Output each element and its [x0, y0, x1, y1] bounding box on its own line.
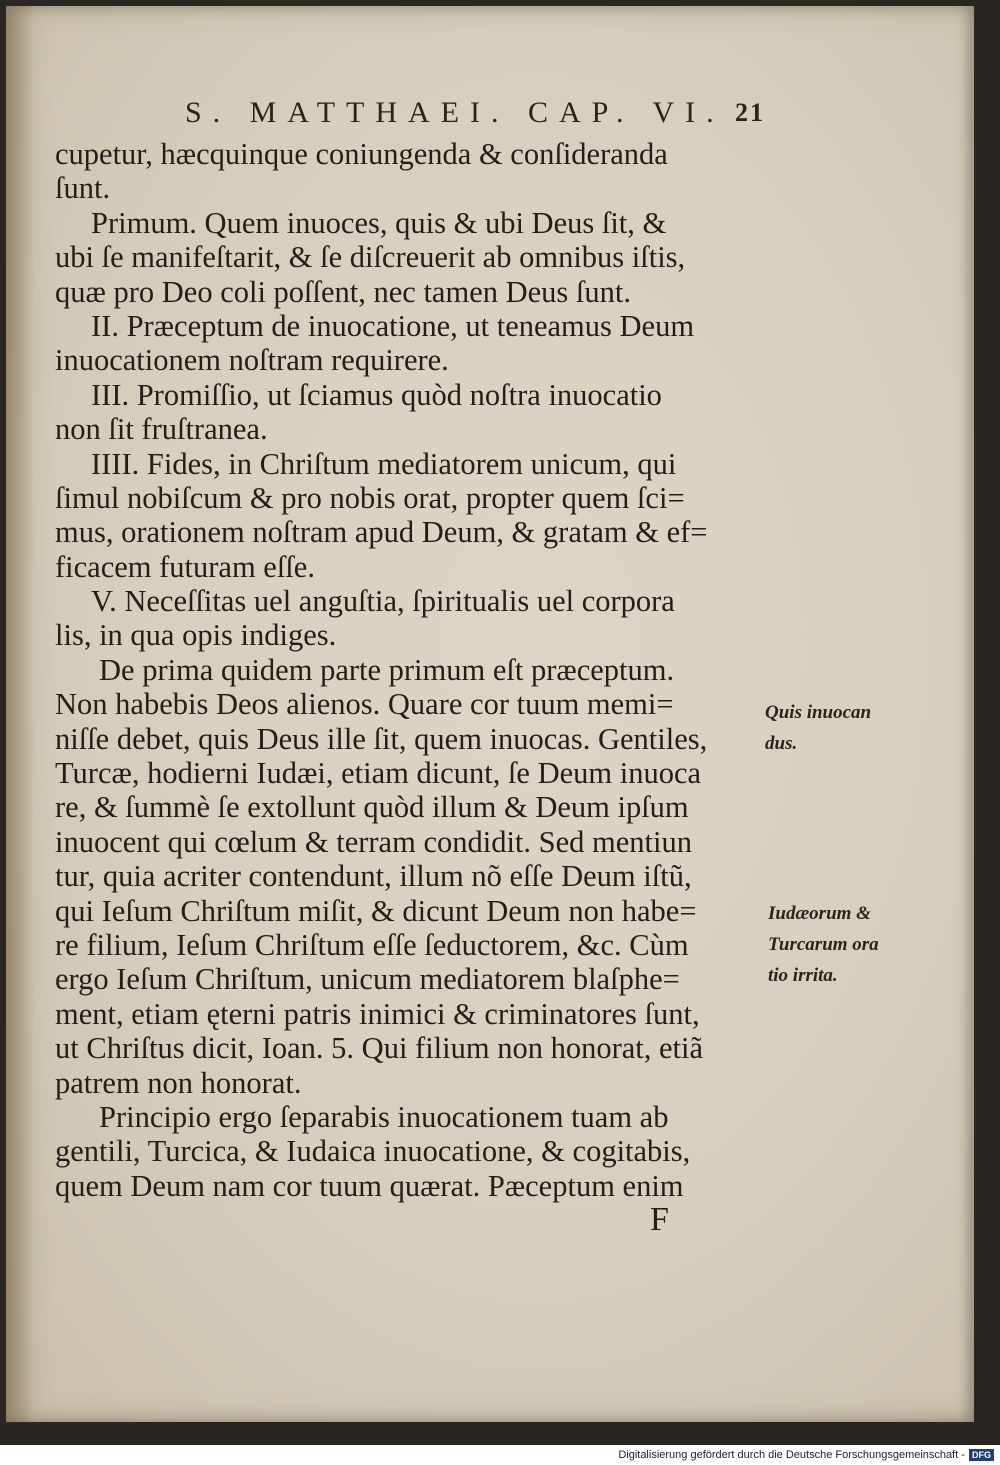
marginal-note-line: tio irrita. — [768, 965, 838, 986]
text-line: ſimul nobiſcum & pro nobis orat, propter quem ſci= — [55, 480, 685, 515]
text-line: quem Deum nam cor tuum quærat. Pæceptum enim — [55, 1168, 684, 1203]
signature-mark-line — [55, 1203, 760, 1237]
text-line: mus, orationem noſtram apud Deum, & gratam & ef= — [55, 515, 708, 550]
text-line: ut Chriſtus dicit, Ioan. 5. Qui filium non honorat, etiã — [55, 1031, 704, 1066]
marginal-note-1 — [765, 697, 871, 759]
text-line: ſunt. — [55, 171, 111, 206]
text-line: gentili, Turcica, & Iudaica inuocatione, & cogitabis, — [55, 1134, 691, 1169]
text-line: tur, quia acriter contendunt, illum nõ eſſe Deum iſtũ, — [55, 859, 692, 894]
text-line: Principio ergo ſeparabis inuocationem tuam ab — [99, 1099, 669, 1134]
text-line: ment, etiam ęterni patris inimici & criminatores ſunt, — [55, 996, 700, 1031]
marginal-note-line: Iudæorum & — [768, 903, 871, 924]
text-line: ficacem futuram eſſe. — [55, 549, 315, 584]
text-line: V. Neceſſitas uel anguſtia, ſpiritualis uel corpora — [91, 584, 675, 619]
signature-mark: F — [650, 1201, 669, 1239]
marginal-note-line: Turcarum ora — [768, 934, 879, 955]
text-line: inuocationem noſtram requirere. — [55, 343, 449, 378]
text-line: Turcæ, hodierni Iudæi, etiam dicunt, ſe Deum inuoca — [55, 756, 702, 791]
main-text-block — [55, 137, 760, 1238]
text-line: re, & ſummè ſe extollunt quòd illum & Deum ipſum — [55, 790, 689, 825]
text-line: inuocent qui cœlum & terram condidit. Sed mentiun — [55, 824, 692, 859]
text-line: III. Promiſſio, ut ſciamus quòd noſtra inuocatio — [91, 377, 662, 412]
text-line: lis, in qua opis indiges. — [55, 618, 337, 653]
text-line: II. Præceptum de inuocatione, ut teneamus Deum — [91, 308, 695, 343]
text-line: IIII. Fides, in Chriſtum mediatorem unicum, qui — [91, 446, 677, 481]
dfg-logo-icon[interactable]: DFG — [969, 1449, 994, 1461]
running-title: S. MATTHAEI. CAP. VI. — [185, 96, 725, 129]
text-line: ubi ſe manifeſtarit, & ſe diſcreuerit ab omnibus iſtis, — [55, 240, 686, 275]
text-line: Non habebis Deos alienos. Quare cor tuum memi= — [55, 687, 674, 722]
text-line: patrem non honorat. — [55, 1065, 302, 1100]
text-line: ergo Ieſum Chriſtum, unicum mediatorem blaſphe= — [55, 962, 680, 997]
footer-credit-text: Digitalisierung gefördert durch die Deutsche Forschungsgemeinschaft - — [618, 1449, 965, 1461]
text-line: Primum. Quem inuoces, quis & ubi Deus ſit, & — [91, 205, 667, 240]
page-number: 21 — [735, 98, 765, 127]
text-line: cupetur, hæcquinque coniungenda & conſideranda — [55, 137, 668, 171]
marginal-note-2 — [768, 898, 879, 991]
marginal-note-line: Quis inuocan — [765, 702, 872, 723]
page-gutter-shadow — [6, 6, 34, 1422]
text-line: quæ pro Deo coli poſſent, nec tamen Deus ſunt. — [55, 274, 631, 309]
text-line: niſſe debet, quis Deus ille ſit, quem inuocas. Gentiles, — [55, 721, 708, 756]
text-line: non ſit fruſtranea. — [55, 412, 268, 447]
marginal-note-line: dus. — [765, 733, 798, 754]
text-line: De prima quidem parte primum eſt præceptum. — [99, 652, 675, 687]
text-line: re filium, Ieſum Chriſtum eſſe ſeductorem, &c. Cùm — [55, 927, 689, 962]
text-line: qui Ieſum Chriſtum miſit, & dicunt Deum non habe= — [55, 893, 697, 928]
digitization-footer — [618, 1447, 994, 1463]
running-header — [185, 96, 765, 130]
